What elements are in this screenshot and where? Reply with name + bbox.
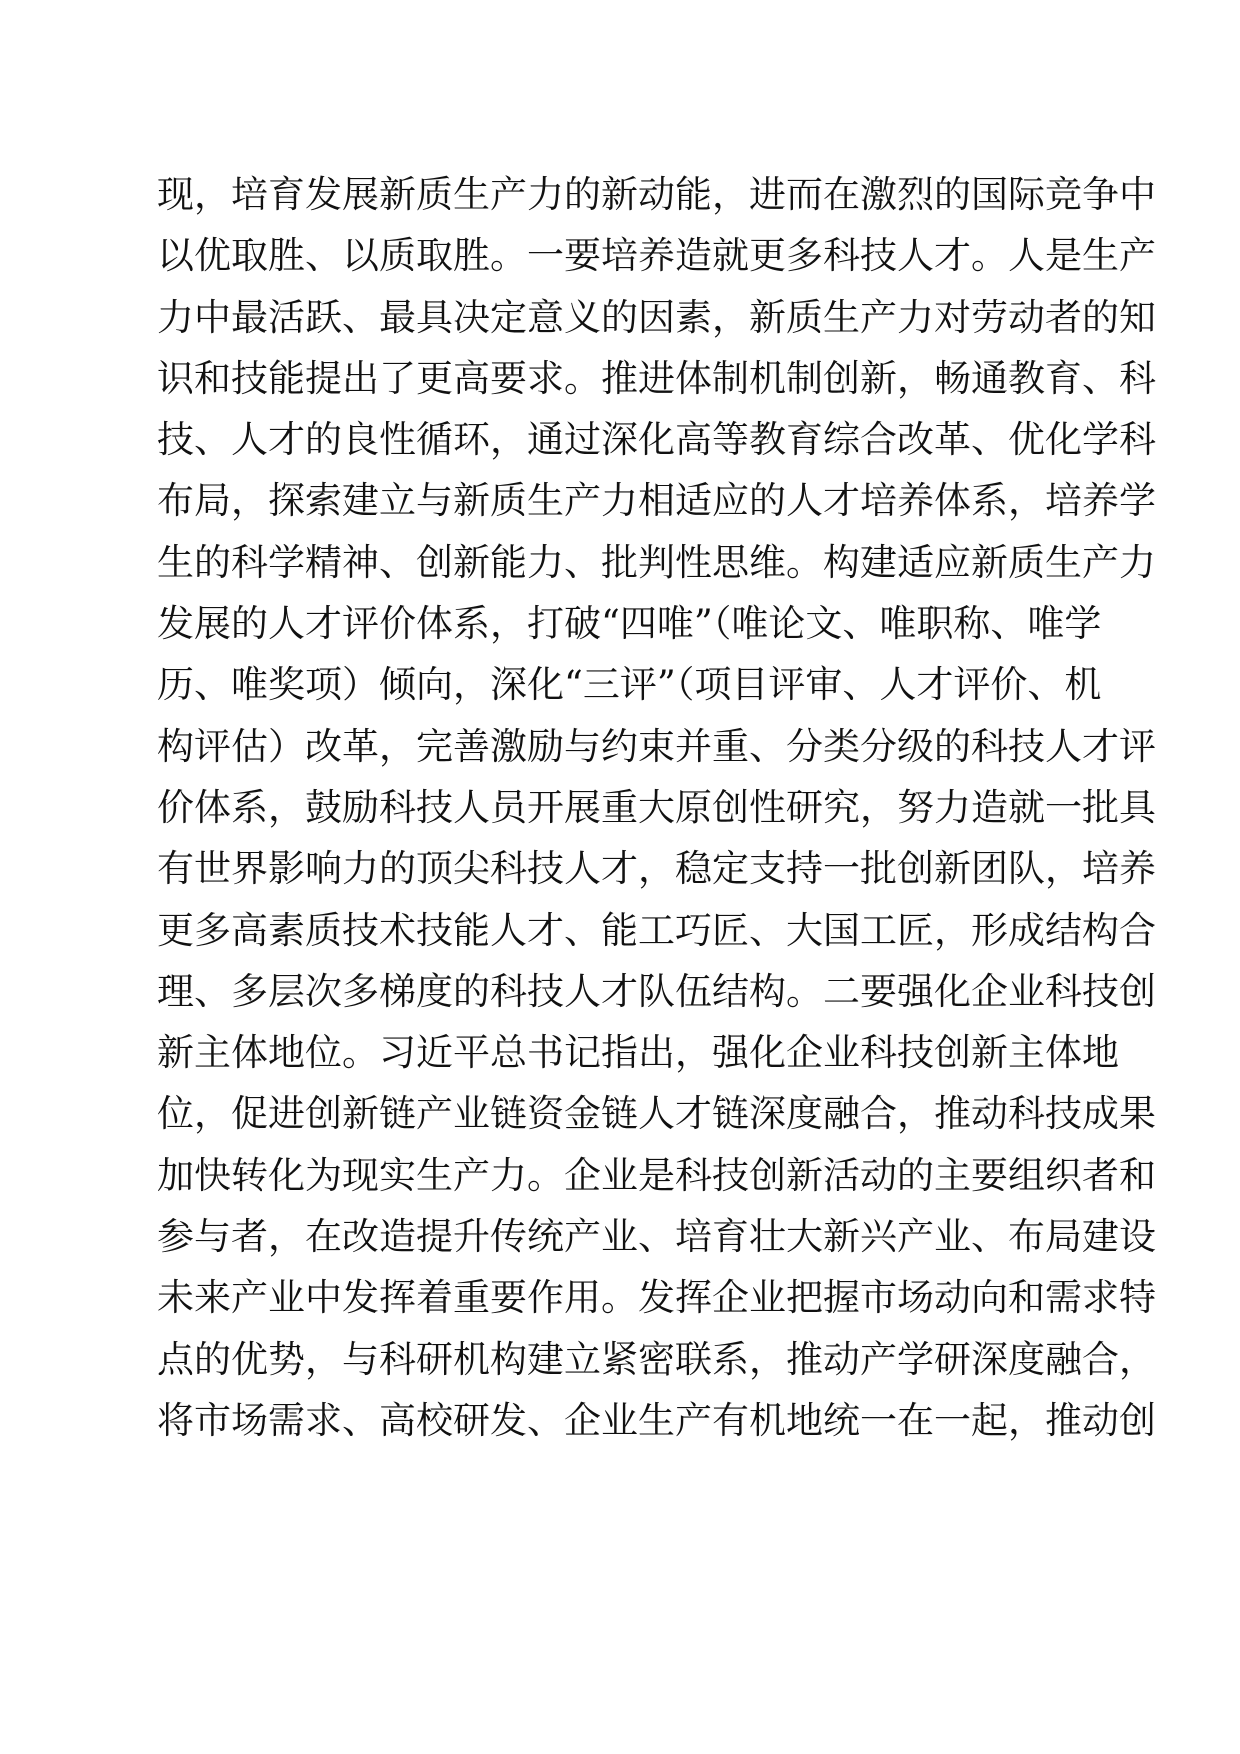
text-line: 技、人才的良性循环，通过深化高等教育综合改革、优化学科 <box>157 418 1156 462</box>
text-line: 历、唯奖项）倾向，深化“三评”（项目评审、人才评价、机 <box>157 663 1102 707</box>
text-line: 布局，探索建立与新质生产力相适应的人才培养体系，培养学 <box>157 479 1156 523</box>
text-line: 新主体地位。习近平总书记指出，强化企业科技创新主体地 <box>157 1031 1119 1075</box>
text-line: 识和技能提出了更高要求。推进体制机制创新，畅通教育、科 <box>157 356 1156 400</box>
text-line: 参与者，在改造提升传统产业、培育壮大新兴产业、布局建设 <box>157 1215 1156 1259</box>
text-line: 位，促进创新链产业链资金链人才链深度融合，推动科技成果 <box>157 1092 1156 1136</box>
text-line: 力中最活跃、最具决定意义的因素，新质生产力对劳动者的知 <box>157 295 1156 339</box>
text-line: 有世界影响力的顶尖科技人才，稳定支持一批创新团队，培养 <box>157 847 1156 891</box>
text-line: 未来产业中发挥着重要作用。发挥企业把握市场动向和需求特 <box>157 1276 1156 1320</box>
text-line: 价体系，鼓励科技人员开展重大原创性研究，努力造就一批具 <box>157 785 1156 829</box>
text-line: 将市场需求、高校研发、企业生产有机地统一在一起，推动创 <box>157 1398 1156 1442</box>
text-line: 生的科学精神、创新能力、批判性思维。构建适应新质生产力 <box>157 540 1156 584</box>
text-line: 更多高素质技术技能人才、能工巧匠、大国工匠，形成结构合 <box>157 908 1156 952</box>
text-line: 加快转化为现实生产力。企业是科技创新活动的主要组织者和 <box>157 1153 1156 1197</box>
text-line: 点的优势，与科研机构建立紧密联系，推动产学研深度融合， <box>157 1337 1156 1381</box>
body-text <box>157 164 1156 1451</box>
text-line: 现，培育发展新质生产力的新动能，进而在激烈的国际竞争中 <box>157 173 1156 216</box>
text-line: 构评估）改革，完善激励与约束并重、分类分级的科技人才评 <box>157 724 1156 768</box>
text-line: 发展的人才评价体系，打破“四唯”（唯论文、唯职称、唯学 <box>157 602 1102 646</box>
text-line: 以优取胜、以质取胜。一要培养造就更多科技人才。人是生产 <box>157 234 1156 278</box>
text-line: 理、多层次多梯度的科技人才队伍结构。二要强化企业科技创 <box>157 969 1156 1013</box>
